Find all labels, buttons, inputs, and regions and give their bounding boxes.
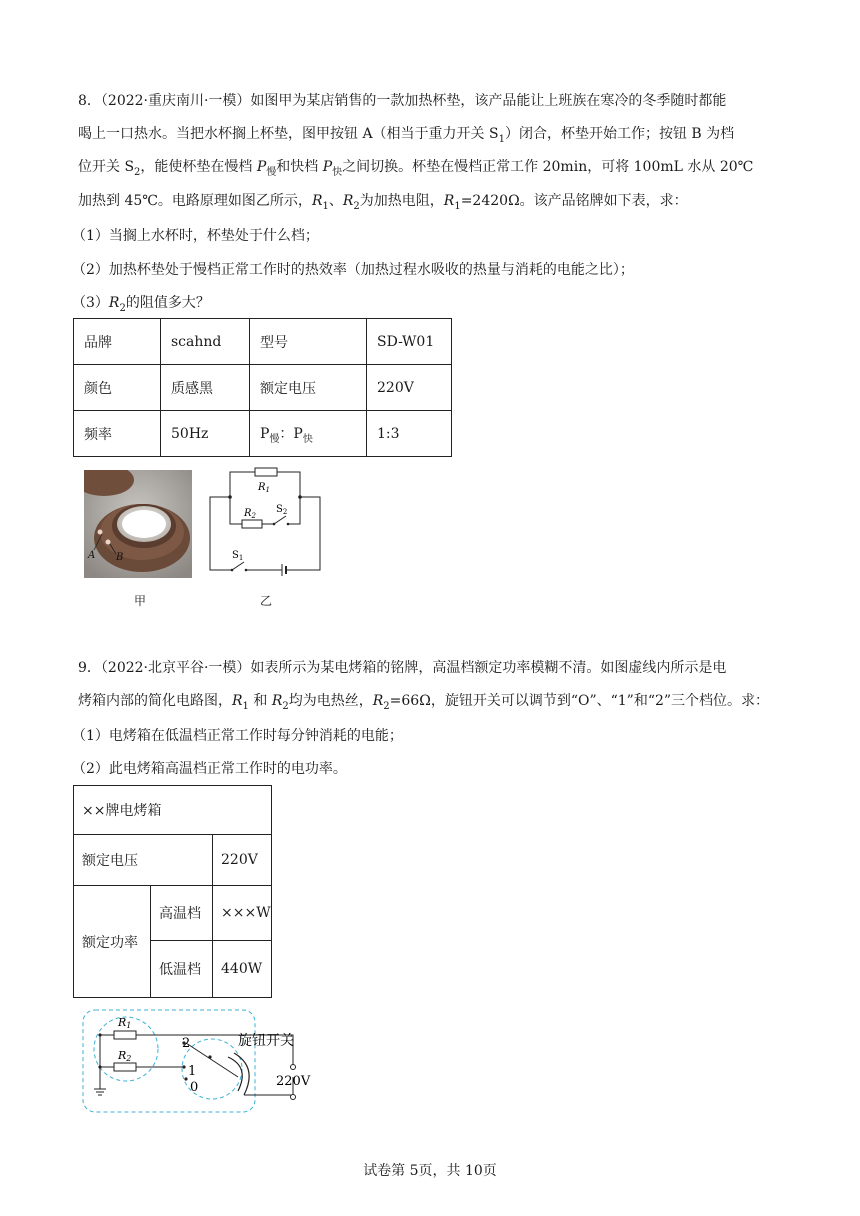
- q8-line-1: 8．（2022·重庆南川·一模）如图甲为某店销售的一款加热杯垫，该产品能让上班族在寒冷的冬季随时都能: [78, 93, 727, 109]
- table-cell: SD-W01: [367, 319, 452, 365]
- table-cell: 颜色: [74, 365, 161, 411]
- table-cell: 型号: [250, 319, 367, 365]
- table-cell: 额定电压: [74, 835, 213, 886]
- table-row: [74, 319, 452, 365]
- q9-line-2: 烤箱内部的简化电路图，$R_1$ 和 $R_2$均为电热丝，$R_2=66\Omega$，旋钮开关可以调节到“O”、“1”和“2”三个档位。求：: [78, 693, 770, 712]
- q9-line-1: 9．（2022·北京平谷·一模）如表所示为某电烤箱的铭牌，高温档额定功率模糊不清。如图虚线内所示是电: [78, 660, 727, 676]
- label-r2: $R_2$: [244, 508, 256, 520]
- q8-line-2: 喝上一口热水。当把水杯搁上杯垫，图甲按钮 A（相当于重力开关 $S_1$）闭合，杯垫开始工作；按钮 B 为档: [78, 126, 735, 145]
- figure-caption-yi: 乙: [260, 594, 273, 608]
- table-row: [74, 835, 272, 886]
- table-cell: 220V: [367, 365, 452, 411]
- label-r2: R2: [118, 1049, 132, 1063]
- label-b: B: [116, 552, 124, 563]
- table-cell: 440W: [213, 941, 272, 998]
- table-cell: 50Hz: [161, 411, 250, 457]
- q9-spec-table: [73, 785, 272, 998]
- label-position-2: 2: [182, 1036, 191, 1051]
- table-cell: 低温档: [151, 941, 213, 998]
- label-position-1: 1: [188, 1064, 197, 1079]
- table-cell: ××牌电烤箱: [74, 786, 272, 835]
- label-position-0: 0: [190, 1080, 199, 1095]
- q9-sub-question-2: （2）此电烤箱高温档正常工作时的电功率。: [72, 761, 347, 777]
- table-row: [74, 786, 272, 835]
- table-cell: 质感黑: [161, 365, 250, 411]
- label-knob-switch: 旋钮开关: [238, 1033, 294, 1049]
- label-a: A: [88, 550, 96, 561]
- q8-line-4: 加热到 45℃。电路原理如图乙所示，$R_1$、$R_2$为加热电阻，$R_1=2420\Omega$。该产品铭牌如下表，求：: [78, 193, 688, 212]
- table-row: [74, 365, 452, 411]
- table-cell: scahnd: [161, 319, 250, 365]
- label-s2: $S_2$: [276, 504, 288, 516]
- table-cell: 220V: [213, 835, 272, 886]
- q9-sub-question-1: （1）电烤箱在低温档正常工作时每分钟消耗的电能；: [72, 728, 403, 744]
- table-cell: $P_慢$：$P_快$: [250, 411, 367, 457]
- q8-sub-question-3: $(3)R_2$的阻值多大？: [72, 295, 210, 314]
- table-cell: 品牌: [74, 319, 161, 365]
- q9-circuit-diagram: [78, 1005, 328, 1120]
- table-row: [74, 886, 272, 941]
- q8-sub-question-1: （1）当搁上水杯时，杯垫处于什么档；: [72, 228, 319, 244]
- table-cell: 额定电压: [250, 365, 367, 411]
- table-cell: ×××W: [213, 886, 272, 941]
- table-cell: 高温档: [151, 886, 213, 941]
- q8-sub-question-2: （2）加热杯垫处于慢档正常工作时的热效率（加热过程水吸收的热量与消耗的电能之比）；: [72, 262, 634, 278]
- figure-caption-jia: 甲: [134, 594, 147, 608]
- table-cell: 额定功率: [74, 886, 151, 998]
- table-cell: 频率: [74, 411, 161, 457]
- q8-circuit-diagram: [200, 462, 330, 580]
- label-r1: $R_1$: [258, 482, 270, 494]
- table-cell: 1:3: [367, 411, 452, 457]
- heating-coaster-photo: [84, 470, 192, 578]
- table-row: [74, 411, 452, 457]
- label-r1: R1: [118, 1016, 132, 1030]
- label-s1: $S_1$: [232, 550, 244, 562]
- page-footer: 试卷第 5页，共 10页: [363, 1163, 497, 1179]
- q8-line-3: 位开关 $S_2$，能使杯垫在慢档 $P_慢$和快档 $P_快$之间切换。杯垫在慢档正常工作 20min，可将 100mL 水从 20℃: [78, 159, 754, 178]
- label-220v: 220V: [276, 1074, 311, 1089]
- q8-spec-table: [73, 318, 452, 457]
